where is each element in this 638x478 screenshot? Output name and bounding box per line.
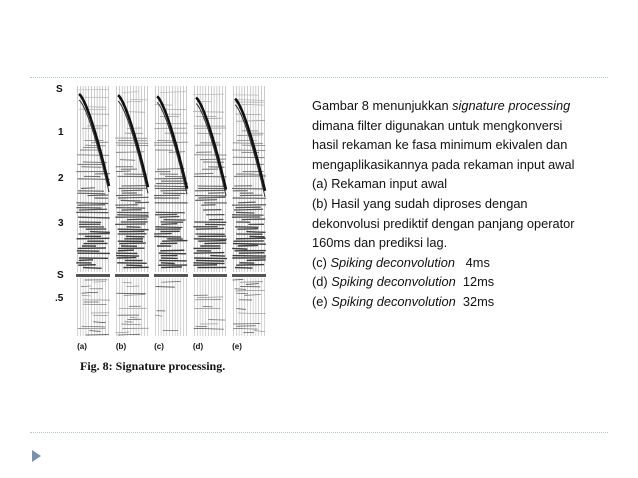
text-line-1: Gambar 8 menunjukkan signature processing [312,98,571,113]
figure-caption: Fig. 8: Signature processing. [80,359,226,373]
bullet-triangle-icon [32,450,41,462]
time-label-1: 1 [58,127,64,138]
description-text [312,96,602,312]
panel-label-d: (d) [192,342,204,351]
panel-label-e: (e) [232,342,242,351]
time-label-3: 3 [58,218,64,229]
text-line-4: mengaplikasikannya pada rekaman input awal [312,156,575,172]
text-line-5: (a) Rekaman input awal [312,176,448,192]
text-line-8: 160ms dan prediksi lag. [312,235,448,251]
time-label-half: .5 [55,293,64,304]
panel-label-c: (c) [154,342,164,351]
panel-label-a: (a) [77,342,87,351]
time-label-s-top: S [56,84,63,95]
text-line-10: (d) Spiking deconvolution 12ms [312,274,495,290]
panel-label-b: (b) [115,342,127,351]
text-line-3: hasil rekaman ke fasa minimum ekivalen dan [312,137,568,153]
text-line-9: (c) Spiking deconvolution 4ms [312,254,490,270]
time-label-2: 2 [58,173,64,184]
time-label-s-bottom: S [57,270,64,281]
seismic-figure [55,80,272,380]
text-line-11: (e) Spiking deconvolution 32ms [312,293,495,309]
text-line-2: dimana filter digunakan untuk mengkonversi [312,117,563,133]
seismic-panels-image [58,80,272,352]
bottom-divider [30,432,608,433]
text-line-7: dekonvolusi prediktif dengan panjang operator [312,215,575,231]
text-line-6: (b) Hasil yang sudah diproses dengan [312,195,528,211]
top-divider [30,77,608,78]
